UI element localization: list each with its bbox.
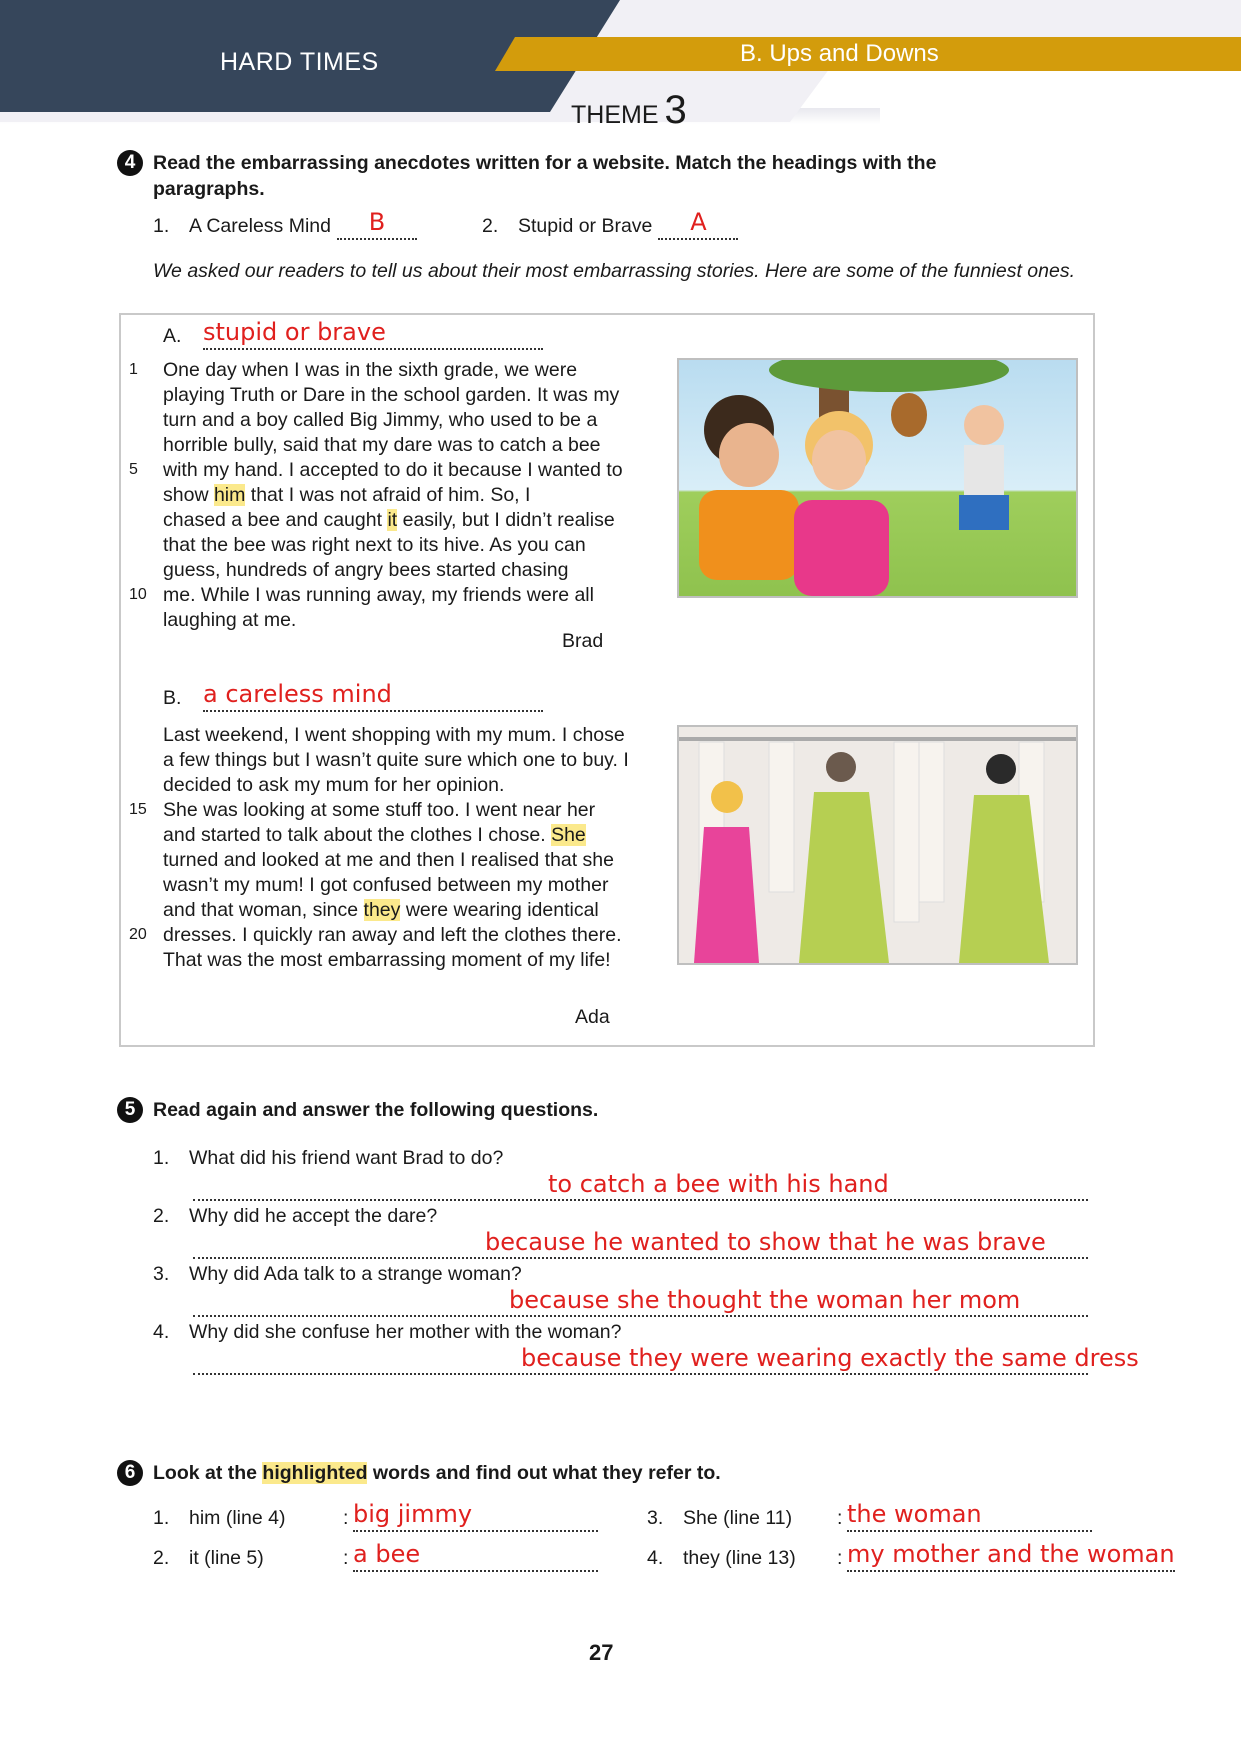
exercise-5-instruction: Read again and answer the following questions. bbox=[153, 1099, 599, 1121]
answer-text: a bee bbox=[353, 1540, 421, 1568]
question-text: Why did he accept the dare? bbox=[189, 1205, 438, 1227]
text-segment: show bbox=[163, 484, 214, 506]
exercise-6-instruction bbox=[153, 1460, 721, 1486]
option-text: Stupid or Brave bbox=[518, 215, 653, 237]
item-number: 2. bbox=[153, 1547, 170, 1569]
text-segment: turn and a boy called Big Jimmy, who used to be a bbox=[163, 409, 598, 431]
theme-text: THEME bbox=[571, 101, 659, 129]
instruction-text: words and find out what they refer to. bbox=[367, 1462, 721, 1484]
heading-answer-1: B bbox=[368, 208, 386, 236]
answer-text[interactable]: because they were wearing exactly the same dress bbox=[521, 1344, 1139, 1372]
exercise-6-number: 6 bbox=[117, 1460, 143, 1486]
answer-blank[interactable] bbox=[353, 1500, 598, 1532]
line-number: 5 bbox=[129, 461, 138, 478]
answer-line bbox=[193, 1315, 1088, 1317]
theme-label bbox=[571, 88, 687, 133]
heading-option-2 bbox=[482, 208, 738, 240]
text-segment: me. While I was running away, my friends were all bbox=[163, 584, 594, 606]
question-number: 2. bbox=[153, 1205, 170, 1227]
exercise-5-number: 5 bbox=[117, 1097, 143, 1123]
answer-blank[interactable] bbox=[847, 1540, 1175, 1572]
item-text: him (line 4) bbox=[189, 1507, 286, 1529]
text-segment: laughing at me. bbox=[163, 609, 297, 631]
highlighted-word: him bbox=[213, 484, 246, 506]
section-title: B. Ups and Downs bbox=[740, 40, 939, 67]
answer-text[interactable]: because she thought the woman her mom bbox=[509, 1286, 1021, 1314]
item-number: 4. bbox=[647, 1547, 664, 1569]
reference-item bbox=[647, 1500, 1092, 1532]
story-b-heading-line bbox=[163, 680, 543, 712]
answer-blank[interactable] bbox=[847, 1500, 1092, 1532]
option-number: 2. bbox=[482, 215, 499, 237]
story-line bbox=[163, 383, 619, 408]
answer-text: the woman bbox=[847, 1500, 982, 1528]
story-line bbox=[163, 823, 586, 848]
highlighted-word: it bbox=[387, 509, 398, 531]
text-segment: were wearing identical bbox=[400, 899, 599, 921]
item-text: She (line 11) bbox=[683, 1507, 793, 1529]
answer-line bbox=[193, 1257, 1088, 1259]
unit-title: HARD TIMES bbox=[220, 48, 379, 76]
option-text: A Careless Mind bbox=[189, 215, 331, 237]
answer-text[interactable]: to catch a bee with his hand bbox=[548, 1170, 889, 1198]
story-line bbox=[163, 873, 608, 898]
text-segment: turned and looked at me and then I realised that she bbox=[163, 849, 614, 871]
text-segment: chased a bee and caught bbox=[163, 509, 388, 531]
question-text: Why did she confuse her mother with the woman? bbox=[189, 1321, 622, 1343]
page-number: 27 bbox=[589, 1640, 614, 1665]
answer-text: big jimmy bbox=[353, 1500, 473, 1528]
text-segment: that the bee was right next to its hive. As you can bbox=[163, 534, 586, 556]
story-a-heading-line bbox=[163, 318, 543, 350]
answer-blank[interactable] bbox=[353, 1540, 598, 1572]
text-segment: dresses. I quickly ran away and left the clothes there. bbox=[163, 924, 622, 946]
story-a-author: Brad bbox=[562, 630, 604, 652]
shopping-story-illustration bbox=[677, 725, 1078, 965]
instruction-text: Look at the bbox=[153, 1462, 263, 1484]
text-segment: decided to ask my mum for her opinion. bbox=[163, 774, 505, 796]
text-segment: Last weekend, I went shopping with my mum. I chose bbox=[163, 724, 625, 746]
story-line bbox=[163, 923, 622, 948]
heading-answer-2: A bbox=[690, 208, 707, 236]
story-line bbox=[163, 408, 597, 433]
colon: : bbox=[837, 1507, 843, 1529]
reference-item bbox=[647, 1540, 1175, 1572]
story-line bbox=[163, 798, 595, 823]
text-segment: easily, but I didn’t realise bbox=[397, 509, 615, 531]
story-b-heading-answer: a careless mind bbox=[203, 680, 392, 708]
text-segment: a few things but I wasn’t quite sure which one to buy. I bbox=[163, 749, 629, 771]
heading-blank-2[interactable] bbox=[658, 208, 738, 240]
bee-story-illustration bbox=[677, 358, 1078, 598]
item-text: it (line 5) bbox=[189, 1547, 264, 1569]
heading-option-1 bbox=[153, 208, 417, 240]
colon: : bbox=[343, 1507, 349, 1529]
highlighted-word: they bbox=[363, 899, 401, 921]
text-segment: playing Truth or Dare in the school garden. It was my bbox=[163, 384, 620, 406]
option-number: 1. bbox=[153, 215, 170, 237]
exercise-4-number: 4 bbox=[117, 150, 143, 176]
story-line bbox=[163, 358, 577, 383]
text-segment: One day when I was in the sixth grade, we were bbox=[163, 359, 578, 381]
instruction-highlight: highlighted bbox=[262, 1462, 368, 1484]
reference-item bbox=[153, 1540, 598, 1572]
line-number: 15 bbox=[129, 801, 147, 818]
answer-text: my mother and the woman bbox=[847, 1540, 1175, 1568]
colon: : bbox=[837, 1547, 843, 1569]
question-text: What did his friend want Brad to do? bbox=[189, 1147, 504, 1169]
story-line bbox=[163, 948, 611, 973]
story-b-heading-blank[interactable] bbox=[203, 680, 543, 712]
story-a-heading-answer: stupid or brave bbox=[203, 318, 386, 346]
text-segment: and that woman, since bbox=[163, 899, 364, 921]
text-segment: guess, hundreds of angry bees started chasing bbox=[163, 559, 569, 581]
heading-blank-1[interactable] bbox=[337, 208, 417, 240]
text-segment: That was the most embarrassing moment of my life! bbox=[163, 949, 611, 971]
text-segment: horrible bully, said that my dare was to catch a bee bbox=[163, 434, 601, 456]
text-segment: with my hand. I accepted to do it because I wanted to bbox=[163, 459, 623, 481]
story-line bbox=[163, 723, 625, 748]
text-segment: She was looking at some stuff too. I went near her bbox=[163, 799, 596, 821]
question-text: Why did Ada talk to a strange woman? bbox=[189, 1263, 522, 1285]
story-line bbox=[163, 533, 586, 558]
question-number: 4. bbox=[153, 1321, 170, 1343]
line-number: 1 bbox=[129, 361, 138, 378]
story-line bbox=[163, 608, 296, 633]
story-line bbox=[163, 848, 614, 873]
exercise-4-instruction: Read the embarrassing anecdotes written for a website. Match the headings with the paragraphs. bbox=[153, 152, 937, 200]
story-line bbox=[163, 458, 623, 483]
item-number: 3. bbox=[647, 1507, 664, 1529]
theme-number: 3 bbox=[664, 88, 687, 132]
story-line bbox=[163, 898, 599, 923]
item-text: they (line 13) bbox=[683, 1547, 796, 1569]
answer-text[interactable]: because he wanted to show that he was brave bbox=[485, 1228, 1046, 1256]
text-segment: that I was not afraid of him. So, I bbox=[245, 484, 531, 506]
story-line bbox=[163, 483, 530, 508]
line-number: 20 bbox=[129, 926, 147, 943]
story-line bbox=[163, 508, 615, 533]
reference-item bbox=[153, 1500, 598, 1532]
story-line bbox=[163, 773, 504, 798]
colon: : bbox=[343, 1547, 349, 1569]
text-segment: wasn’t my mum! I got confused between my mother bbox=[163, 874, 609, 896]
text-segment: and started to talk about the clothes I chose. bbox=[163, 824, 552, 846]
story-line bbox=[163, 583, 594, 608]
intro-text: We asked our readers to tell us about their most embarrassing stories. Here are some of the funniest ones. bbox=[153, 260, 1076, 282]
story-line bbox=[163, 433, 601, 458]
story-line bbox=[163, 558, 568, 583]
story-a-heading-blank[interactable] bbox=[203, 318, 543, 350]
story-line bbox=[163, 748, 629, 773]
question-number: 3. bbox=[153, 1263, 170, 1285]
line-number: 10 bbox=[129, 586, 147, 603]
story-letter: A. bbox=[163, 325, 182, 347]
item-number: 1. bbox=[153, 1507, 170, 1529]
story-letter: B. bbox=[163, 687, 182, 709]
highlighted-word: She bbox=[551, 824, 586, 846]
answer-line bbox=[193, 1373, 1088, 1375]
question-number: 1. bbox=[153, 1147, 170, 1169]
story-b-author: Ada bbox=[575, 1006, 610, 1028]
answer-line bbox=[193, 1199, 1088, 1201]
